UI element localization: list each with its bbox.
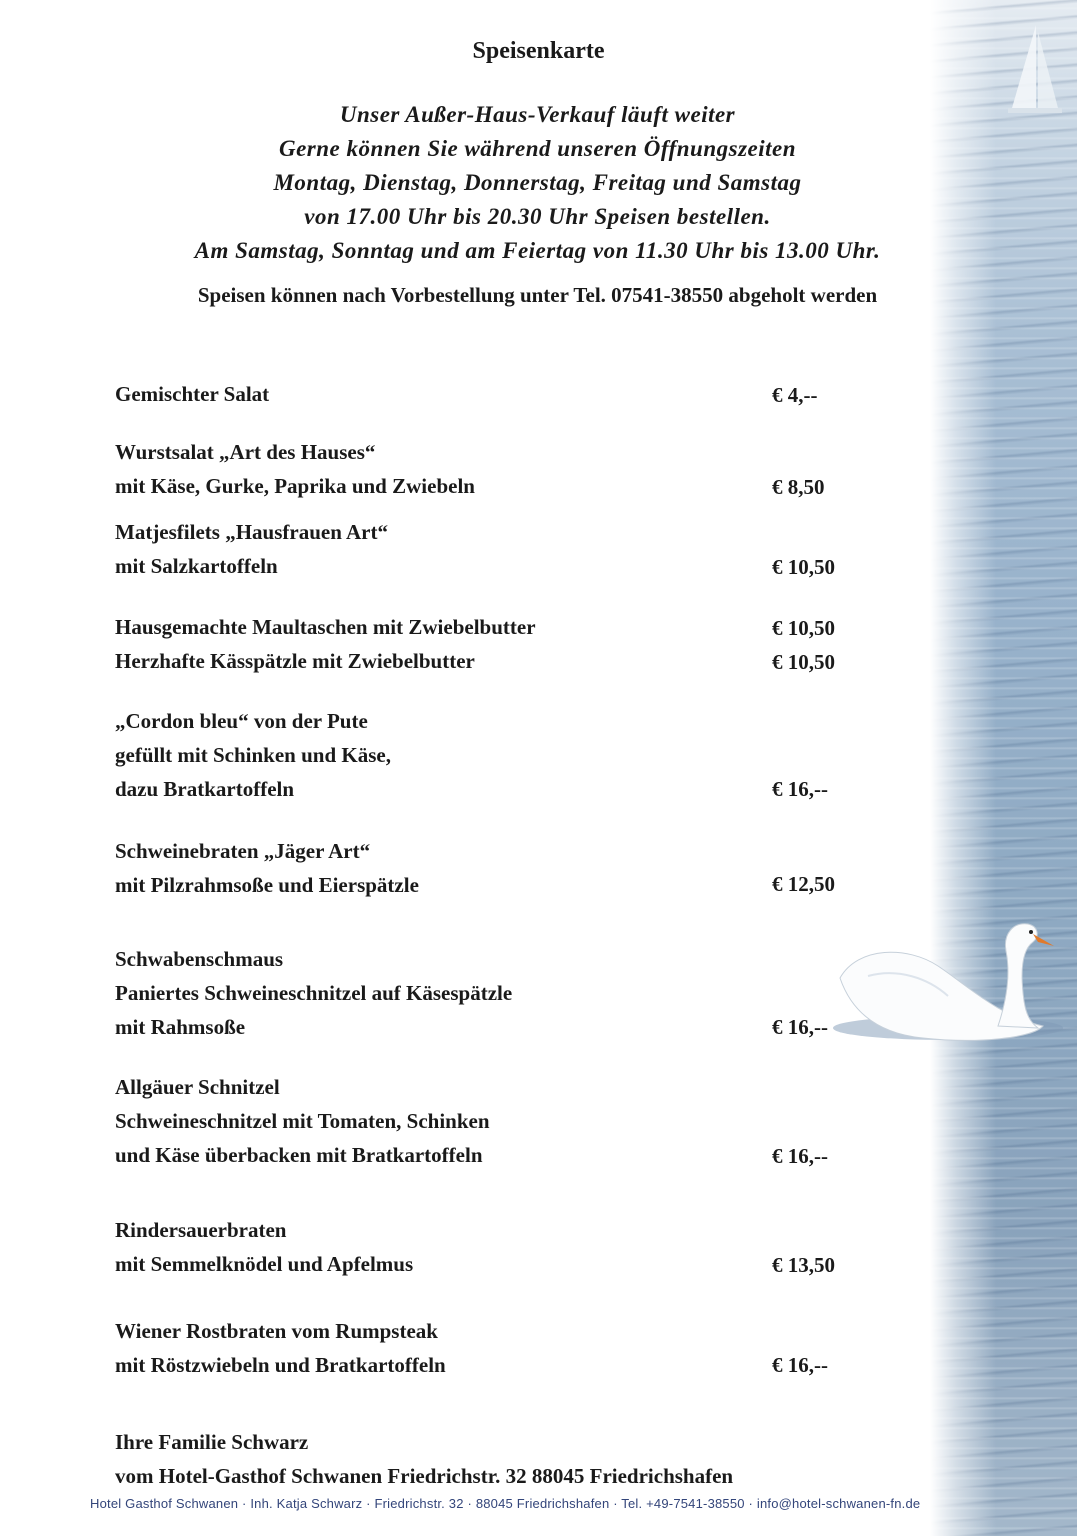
menu-item <box>115 1070 490 1172</box>
item-line: Rindersauerbraten <box>115 1218 287 1242</box>
item-line: Paniertes Schweineschnitzel auf Käsespätzle <box>115 981 513 1005</box>
item-line: Schweinebraten „Jäger Art“ <box>115 839 371 863</box>
item-price: € 16,-- <box>772 1353 828 1377</box>
item-line: Wiener Rostbraten vom Rumpsteak <box>115 1319 438 1343</box>
menu-item <box>115 644 475 678</box>
menu-item <box>115 1213 413 1281</box>
item-price: € 16,-- <box>772 777 828 801</box>
item-line: mit Käse, Gurke, Paprika und Zwiebeln <box>115 474 475 498</box>
menu-item <box>115 704 391 806</box>
item-price: € 10,50 <box>772 616 835 640</box>
item-line: Matjesfilets „Hausfrauen Art“ <box>115 520 388 544</box>
page-title: Speisenkarte <box>472 38 605 64</box>
menu-item <box>115 377 269 411</box>
item-line: mit Rahmsoße <box>115 1015 246 1039</box>
item-line: Herzhafte Kässpätzle mit Zwiebelbutter <box>115 649 475 673</box>
item-line: Schweineschnitzel mit Tomaten, Schinken <box>115 1109 490 1133</box>
item-price: € 16,-- <box>772 1144 828 1168</box>
item-line: Schwabenschmaus <box>115 947 284 971</box>
item-price: € 12,50 <box>772 872 835 896</box>
menu-item <box>115 515 388 583</box>
item-line: mit Salzkartoffeln <box>115 554 278 578</box>
item-line: gefüllt mit Schinken und Käse, <box>115 743 391 767</box>
item-price: € 4,-- <box>772 383 818 407</box>
item-line: mit Röstzwiebeln und Bratkartoffeln <box>115 1353 446 1377</box>
item-line: Hausgemachte Maultaschen mit Zwiebelbutter <box>115 615 536 639</box>
signature-address: vom Hotel-Gasthof Schwanen Friedrichstr. 32 88045 Friedrichshafen <box>115 1464 734 1488</box>
swan-image <box>828 916 1068 1056</box>
item-price: € 8,50 <box>772 475 825 499</box>
menu-item <box>115 435 475 503</box>
menu-item <box>115 834 419 902</box>
item-line: mit Semmelknödel und Apfelmus <box>115 1252 414 1276</box>
menu-item <box>115 610 536 644</box>
item-line: und Käse überbacken mit Bratkartoffeln <box>115 1143 483 1167</box>
intro-line: Montag, Dienstag, Donnerstag, Freitag und Samstag <box>273 170 802 195</box>
item-price: € 16,-- <box>772 1015 828 1039</box>
signature-name: Ihre Familie Schwarz <box>115 1430 309 1454</box>
intro-line: Unser Außer-Haus-Verkauf läuft weiter <box>339 102 736 127</box>
intro-line: von 17.00 Uhr bis 20.30 Uhr Speisen bestellen. <box>304 204 771 229</box>
intro-line: Am Samstag, Sonntag und am Feiertag von 11.30 Uhr bis 13.00 Uhr. <box>194 238 881 263</box>
item-line: Allgäuer Schnitzel <box>115 1075 280 1099</box>
item-line: dazu Bratkartoffeln <box>115 777 295 801</box>
menu-item <box>115 1314 446 1382</box>
item-line: Wurstsalat „Art des Hauses“ <box>115 440 376 464</box>
item-price: € 10,50 <box>772 555 835 579</box>
item-line: Gemischter Salat <box>115 382 270 406</box>
phone-note: Speisen können nach Vorbestellung unter Tel. 07541-38550 abgeholt werden <box>197 283 878 307</box>
footer-contact: Hotel Gasthof Schwanen · Inh. Katja Schwarz · Friedrichstr. 32 · 88045 Friedrichshafen · Tel. +49-7541-38550 · info@hotel-schwanen-fn.de <box>90 1496 921 1511</box>
item-price: € 10,50 <box>772 650 835 674</box>
menu-item <box>115 942 512 1044</box>
item-line: „Cordon bleu“ von der Pute <box>115 709 368 733</box>
item-price: € 13,50 <box>772 1253 835 1277</box>
item-line: mit Pilzrahmsoße und Eierspätzle <box>115 873 419 897</box>
intro-text <box>60 98 1015 268</box>
intro-line: Gerne können Sie während unseren Öffnungszeiten <box>278 136 797 161</box>
